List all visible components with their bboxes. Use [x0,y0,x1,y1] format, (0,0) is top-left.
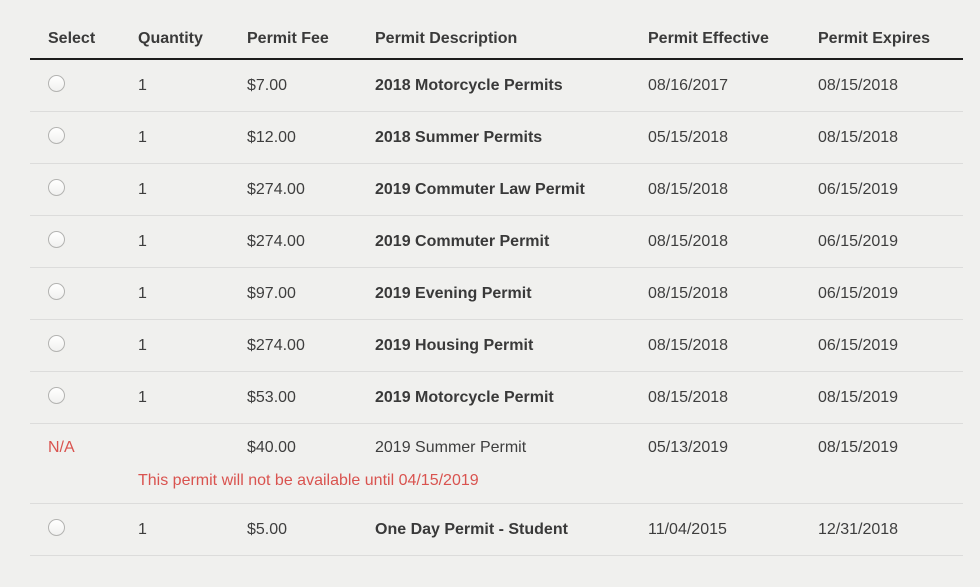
permit-effective-cell: 08/15/2018 [648,388,729,406]
permit-description-cell: 2019 Evening Permit [375,284,532,302]
permit-expires-cell: 08/15/2018 [818,128,899,146]
permit-description-cell: 2019 Housing Permit [375,336,534,354]
permit-radio-button[interactable] [48,387,65,404]
permit-fee-cell: $53.00 [247,388,296,406]
permit-row [30,504,963,556]
column-header-select: Select [48,30,96,47]
permit-radio-button[interactable] [48,231,65,248]
column-header-quantity: Quantity [138,30,203,47]
permit-fee-cell: $97.00 [247,284,296,302]
select-cell [30,75,138,97]
permit-expires-cell: 06/15/2019 [818,232,899,250]
quantity-cell: 1 [138,180,147,198]
permit-fee-cell: $274.00 [247,336,305,354]
permit-row [30,372,963,424]
permit-radio-button[interactable] [48,335,65,352]
quantity-cell: 1 [138,520,147,538]
permit-effective-cell: 08/15/2018 [648,284,729,302]
permit-fee-cell: $40.00 [247,439,296,456]
permit-radio-button[interactable] [48,519,65,536]
column-header-permit-description: Permit Description [375,30,518,47]
permit-row [30,320,963,372]
quantity-cell: 1 [138,336,147,354]
column-header-permit-expires: Permit Expires [818,30,931,47]
permit-description-cell: 2019 Summer Permit [375,439,527,456]
permit-expires-cell: 08/15/2019 [818,439,899,456]
permit-expires-cell: 12/31/2018 [818,520,899,538]
not-available-label: N/A [48,439,75,456]
table-body [30,60,963,556]
permit-table [30,30,963,556]
select-cell [30,179,138,201]
permit-description-cell: 2018 Motorcycle Permits [375,76,563,94]
permit-effective-cell: 08/15/2018 [648,336,729,354]
permit-radio-button[interactable] [48,283,65,300]
quantity-cell: 1 [138,128,147,146]
table-header-row [30,30,963,60]
permit-effective-cell: 05/15/2018 [648,128,729,146]
permit-expires-cell: 08/15/2019 [818,388,899,406]
permit-fee-cell: $274.00 [247,180,305,198]
permit-description-cell: 2019 Motorcycle Permit [375,388,554,406]
permit-row [30,216,963,268]
permit-fee-cell: $5.00 [247,520,288,538]
select-cell [30,283,138,305]
select-cell [30,335,138,357]
quantity-cell: 1 [138,76,147,94]
permit-radio-button[interactable] [48,75,65,92]
permit-row [30,112,963,164]
permit-fee-cell: $274.00 [247,232,305,250]
select-cell [30,519,138,541]
permit-radio-button[interactable] [48,179,65,196]
permit-row [30,60,963,112]
permit-description-cell: 2019 Commuter Law Permit [375,180,585,198]
permit-expires-cell: 06/15/2019 [818,336,899,354]
select-cell [30,439,138,457]
permit-row [30,424,963,504]
quantity-cell: 1 [138,388,147,406]
permit-radio-button[interactable] [48,127,65,144]
permit-row [30,268,963,320]
permit-description-cell: One Day Permit - Student [375,520,568,538]
permit-description-cell: 2018 Summer Permits [375,128,543,146]
permit-effective-cell: 08/15/2018 [648,180,729,198]
availability-note: This permit will not be available until 04/15/2019 [138,472,479,489]
permit-effective-cell: 05/13/2019 [648,439,729,456]
permit-fee-cell: $7.00 [247,76,288,94]
column-header-permit-effective: Permit Effective [648,30,769,47]
permit-expires-cell: 06/15/2019 [818,284,899,302]
permit-fee-cell: $12.00 [247,128,296,146]
select-cell [30,231,138,253]
select-cell [30,387,138,409]
quantity-cell: 1 [138,284,147,302]
select-cell [30,127,138,149]
column-header-permit-fee: Permit Fee [247,30,329,47]
permit-effective-cell: 11/04/2015 [648,520,727,538]
permit-effective-cell: 08/16/2017 [648,76,729,94]
permit-row-main [30,424,963,472]
quantity-cell: 1 [138,232,147,250]
permit-effective-cell: 08/15/2018 [648,232,729,250]
permit-expires-cell: 08/15/2018 [818,76,899,94]
permit-expires-cell: 06/15/2019 [818,180,899,198]
permit-row [30,164,963,216]
permit-description-cell: 2019 Commuter Permit [375,232,550,250]
